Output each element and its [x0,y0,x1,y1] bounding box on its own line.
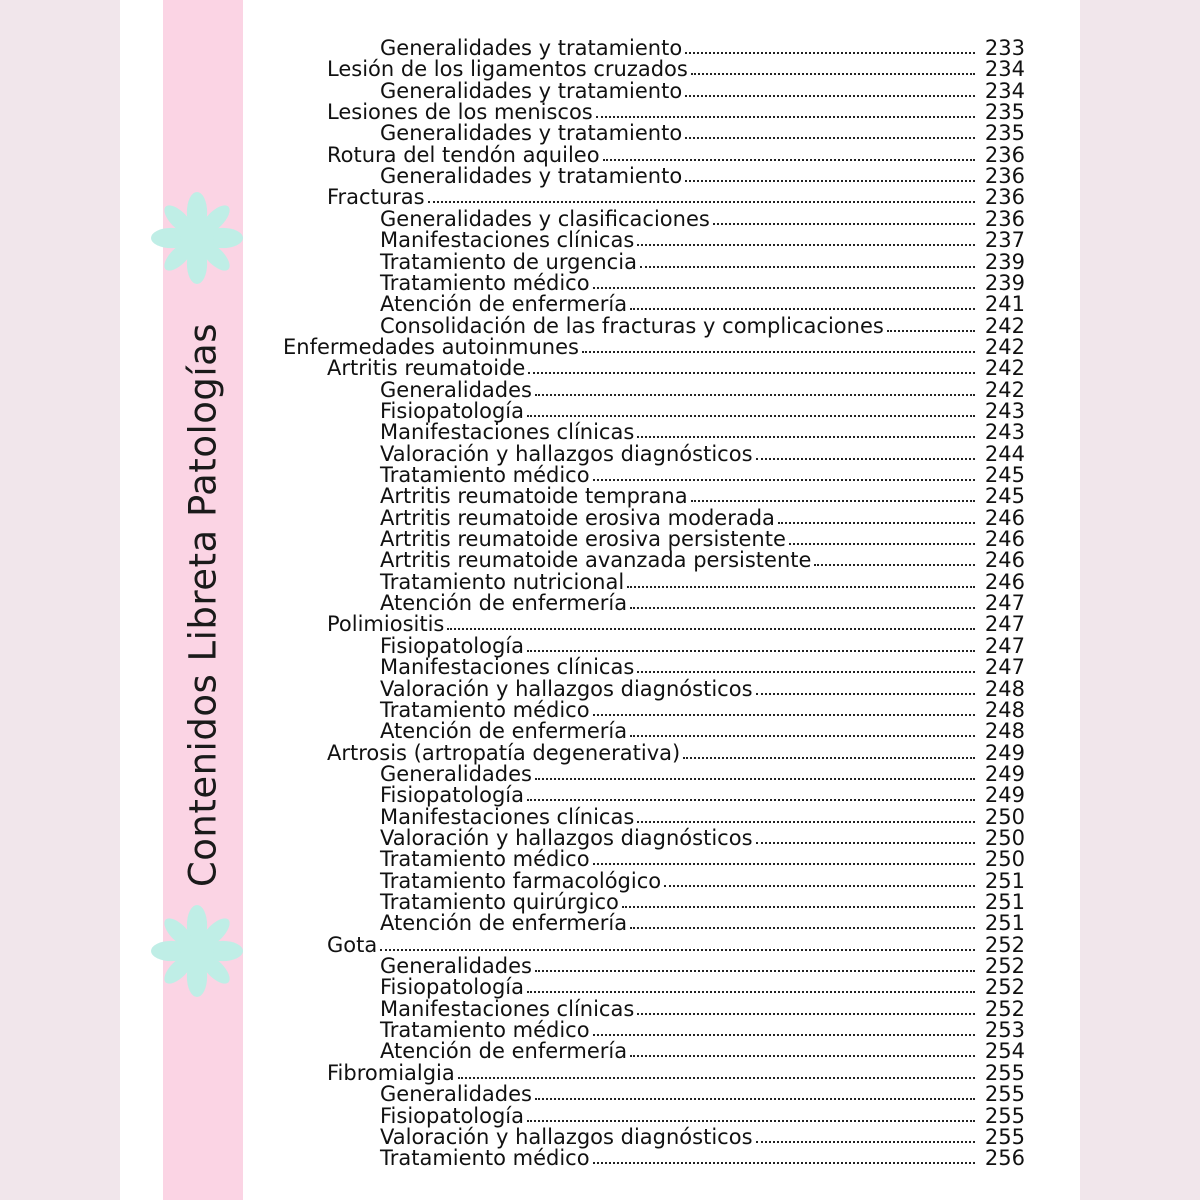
toc-entry-page: 243 [984,420,1025,444]
toc-entry-page: 254 [984,1039,1025,1063]
toc-entry-title: Enfermedades autoinmunes [283,335,579,359]
toc-entry-title: Atención de enfermería [380,292,628,316]
toc-entry-title: Consolidación de las fracturas y complicaciones [380,314,884,338]
toc-entry[interactable] [380,656,1025,678]
toc-entry-title: Tratamiento médico [380,463,590,487]
toc-entry[interactable] [327,186,1025,208]
toc-entry-title: Generalidades [380,762,532,786]
toc-dot-leader [528,372,975,374]
toc-entry[interactable] [380,827,1025,849]
toc-dot-leader [527,415,975,417]
toc-dot-leader [593,479,975,481]
toc-dot-leader [527,991,975,993]
toc-entry-title: Tratamiento médico [380,271,590,295]
toc-entry[interactable] [380,315,1025,337]
toc-dot-leader [527,799,975,801]
toc-entry-page: 235 [984,100,1025,124]
toc-entry-page: 248 [984,677,1025,701]
toc-entry-page: 246 [984,506,1025,530]
toc-entry-title: Artritis reumatoide avanzada persistente [380,548,812,572]
toc-dot-leader [535,970,975,972]
toc-entry[interactable] [380,678,1025,700]
toc-entry-title: Tratamiento quirúrgico [380,890,619,914]
toc-entry[interactable] [327,58,1025,80]
toc-dot-leader [596,116,975,118]
toc-dot-leader [691,500,975,502]
toc-entry-page: 246 [984,570,1025,594]
toc-entry[interactable] [380,1040,1025,1062]
toc-entry-title: Tratamiento médico [380,1018,590,1042]
toc-dot-leader [630,1055,975,1057]
toc-entry-page: 234 [984,57,1025,81]
toc-entry[interactable] [380,1105,1025,1127]
toc-entry[interactable] [380,891,1025,913]
toc-dot-leader [685,137,975,139]
toc-entry-title: Fisiopatología [380,399,525,423]
toc-entry-page: 252 [984,933,1025,957]
toc-dot-leader [627,586,975,588]
toc-entry-title: Generalidades [380,954,532,978]
toc-dot-leader [630,607,975,609]
toc-entry[interactable] [327,357,1025,379]
toc-dot-leader [630,735,975,737]
toc-entry[interactable] [380,37,1025,59]
toc-entry-page: 255 [984,1104,1025,1128]
toc-entry-title: Fisiopatología [380,634,525,658]
toc-entry[interactable] [380,912,1025,934]
toc-entry-page: 243 [984,399,1025,423]
toc-entry[interactable] [380,443,1025,465]
toc-entry-title: Manifestaciones clínicas [380,805,635,829]
toc-entry[interactable] [380,955,1025,977]
toc-entry[interactable] [380,464,1025,486]
toc-entry-title: Tratamiento médico [380,847,590,871]
toc-entry-title: Artritis reumatoide erosiva persistente [380,527,786,551]
toc-dot-leader [447,628,975,630]
toc-entry-title: Polimiositis [327,612,445,636]
toc-entry-page: 251 [984,869,1025,893]
toc-entry-page: 242 [984,314,1025,338]
toc-entry-title: Fisiopatología [380,1104,525,1128]
toc-entry[interactable] [283,336,1025,358]
toc-entry[interactable] [380,272,1025,294]
toc-entry-page: 251 [984,911,1025,935]
toc-entry-page: 249 [984,741,1025,765]
toc-entry-page: 236 [984,185,1025,209]
toc-dot-leader [691,73,975,75]
toc-entry-page: 236 [984,143,1025,167]
toc-entry-title: Valoración y hallazgos diagnósticos [380,442,753,466]
toc-entry[interactable] [327,144,1025,166]
toc-dot-leader [630,308,975,310]
toc-entry-title: Rotura del tendón aquileo [327,143,600,167]
toc-entry[interactable] [380,1147,1025,1169]
toc-entry[interactable] [380,485,1025,507]
toc-entry-page: 245 [984,463,1025,487]
toc-entry-title: Artritis reumatoide temprana [380,484,688,508]
toc-entry-title: Generalidades y tratamiento [380,79,683,103]
toc-entry-page: 247 [984,612,1025,636]
toc-dot-leader [637,436,975,438]
toc-entry-page: 239 [984,271,1025,295]
toc-entry-title: Artrosis (artropatía degenerativa) [327,741,681,765]
toc-dot-leader [685,95,975,97]
toc-entry-title: Gota [327,933,378,957]
toc-entry[interactable] [380,1083,1025,1105]
toc-entry-title: Lesiones de los meniscos [327,100,593,124]
toc-entry[interactable] [380,293,1025,315]
toc-entry[interactable] [380,507,1025,529]
toc-entry-title: Artritis reumatoide erosiva moderada [380,506,775,530]
toc-dot-leader [582,351,975,353]
toc-entry-page: 246 [984,548,1025,572]
flower-doodle-icon [151,905,243,997]
toc-dot-leader [778,522,975,524]
toc-entry-title: Fisiopatología [380,975,525,999]
toc-dot-leader [593,863,975,865]
toc-entry-page: 252 [984,997,1025,1021]
toc-entry-page: 255 [984,1061,1025,1085]
toc-entry[interactable] [380,592,1025,614]
toc-entry-title: Tratamiento nutricional [380,570,625,594]
toc-entry-page: 253 [984,1018,1025,1042]
toc-dot-leader [593,1034,975,1036]
toc-dot-leader [683,757,975,759]
toc-entry-page: 252 [984,975,1025,999]
toc-entry[interactable] [327,742,1025,764]
toc-dot-leader [637,821,975,823]
toc-entry-page: 256 [984,1146,1025,1170]
toc-dot-leader [713,223,975,225]
toc-entry-page: 239 [984,250,1025,274]
flower-doodle-icon [151,192,243,284]
toc-entry-title: Generalidades y tratamiento [380,164,683,188]
toc-dot-leader [535,394,975,396]
toc-entry-page: 248 [984,698,1025,722]
toc-entry-title: Lesión de los ligamentos cruzados [327,57,688,81]
toc-entry[interactable] [380,571,1025,593]
toc-entry-title: Atención de enfermería [380,911,628,935]
toc-entry[interactable] [380,421,1025,443]
toc-entry-page: 251 [984,890,1025,914]
toc-entry-title: Fisiopatología [380,783,525,807]
toc-entry[interactable] [380,122,1025,144]
toc-entry-page: 237 [984,228,1025,252]
toc-entry[interactable] [380,848,1025,870]
toc-entry-page: 234 [984,79,1025,103]
toc-entry-title: Generalidades y tratamiento [380,121,683,145]
toc-dot-leader [527,650,975,652]
toc-dot-leader [637,1013,975,1015]
toc-entry[interactable] [380,720,1025,742]
toc-dot-leader [637,671,975,673]
toc-entry[interactable] [380,379,1025,401]
toc-entry-title: Tratamiento médico [380,698,590,722]
toc-entry-page: 247 [984,655,1025,679]
toc-entry[interactable] [380,400,1025,422]
toc-entry-title: Manifestaciones clínicas [380,420,635,444]
toc-entry-page: 244 [984,442,1025,466]
toc-entry-title: Valoración y hallazgos diagnósticos [380,677,753,701]
toc-entry-page: 247 [984,634,1025,658]
toc-dot-leader [593,714,975,716]
toc-entry-page: 250 [984,805,1025,829]
toc-dot-leader [603,159,975,161]
toc-dot-leader [756,458,975,460]
toc-dot-leader [637,244,975,246]
toc-entry[interactable] [380,1126,1025,1148]
toc-entry[interactable] [380,976,1025,998]
toc-entry[interactable] [380,699,1025,721]
toc-entry-page: 241 [984,292,1025,316]
toc-entry-page: 255 [984,1125,1025,1149]
toc-dot-leader [640,266,975,268]
toc-dot-leader [535,1098,975,1100]
toc-dot-leader [685,52,975,54]
toc-entry-title: Fracturas [327,185,425,209]
toc-entry-title: Generalidades [380,1082,532,1106]
toc-dot-leader [535,778,975,780]
toc-entry[interactable] [380,165,1025,187]
toc-entry[interactable] [380,208,1025,230]
toc-entry[interactable] [327,934,1025,956]
toc-entry[interactable] [380,1019,1025,1041]
toc-dot-leader [527,1120,975,1122]
toc-entry-page: 249 [984,783,1025,807]
toc-entry[interactable] [327,101,1025,123]
toc-entry-page: 245 [984,484,1025,508]
toc-entry-title: Atención de enfermería [380,719,628,743]
toc-dot-leader [664,885,975,887]
toc-entry-title: Manifestaciones clínicas [380,228,635,252]
toc-dot-leader [756,842,975,844]
toc-entry-title: Artritis reumatoide [327,356,526,380]
toc-entry-title: Manifestaciones clínicas [380,997,635,1021]
toc-entry-page: 250 [984,826,1025,850]
toc-dot-leader [789,543,975,545]
toc-entry-title: Tratamiento médico [380,1146,590,1170]
toc-dot-leader [756,693,975,695]
toc-entry[interactable] [380,229,1025,251]
toc-entry[interactable] [380,806,1025,828]
toc-entry-page: 236 [984,164,1025,188]
toc-dot-leader [685,180,975,182]
toc-entry-page: 255 [984,1082,1025,1106]
toc-entry[interactable] [380,998,1025,1020]
toc-entry-page: 249 [984,762,1025,786]
toc-entry-title: Tratamiento farmacológico [380,869,662,893]
toc-entry[interactable] [380,528,1025,550]
toc-entry-title: Atención de enfermería [380,1039,628,1063]
toc-dot-leader [380,949,975,951]
toc-entry[interactable] [327,1062,1025,1084]
toc-entry-page: 233 [984,36,1025,60]
toc-entry[interactable] [380,870,1025,892]
toc-entry-page: 252 [984,954,1025,978]
toc-dot-leader [814,564,975,566]
toc-dot-leader [887,330,975,332]
toc-entry-title: Generalidades y tratamiento [380,36,683,60]
toc-entry-page: 247 [984,591,1025,615]
toc-entry[interactable] [380,635,1025,657]
toc-dot-leader [593,287,975,289]
toc-entry-title: Valoración y hallazgos diagnósticos [380,1125,753,1149]
toc-entry-page: 242 [984,335,1025,359]
toc-entry-page: 248 [984,719,1025,743]
toc-entry-title: Generalidades [380,378,532,402]
toc-entry[interactable] [380,763,1025,785]
toc-entry-page: 246 [984,527,1025,551]
toc-entry[interactable] [380,549,1025,571]
toc-entry-title: Tratamiento de urgencia [380,250,637,274]
toc-dot-leader [428,201,975,203]
toc-entry-page: 250 [984,847,1025,871]
toc-dot-leader [593,1162,975,1164]
toc-dot-leader [756,1141,975,1143]
toc-dot-leader [458,1077,975,1079]
toc-entry-title: Fibromialgia [327,1061,455,1085]
toc-entry[interactable] [380,80,1025,102]
toc-entry-title: Valoración y hallazgos diagnósticos [380,826,753,850]
toc-entry-page: 236 [984,207,1025,231]
toc-dot-leader [622,906,975,908]
toc-entry-title: Generalidades y clasificaciones [380,207,710,231]
toc-entry-title: Manifestaciones clínicas [380,655,635,679]
toc-entry[interactable] [327,613,1025,635]
toc-dot-leader [630,927,975,929]
toc-entry-title: Atención de enfermería [380,591,628,615]
toc-entry[interactable] [380,251,1025,273]
sidebar-title: Contenidos Libreta Patologías [181,322,225,888]
toc-entry[interactable] [380,784,1025,806]
toc-entry-page: 242 [984,378,1025,402]
toc-entry-page: 242 [984,356,1025,380]
toc-entry-page: 235 [984,121,1025,145]
